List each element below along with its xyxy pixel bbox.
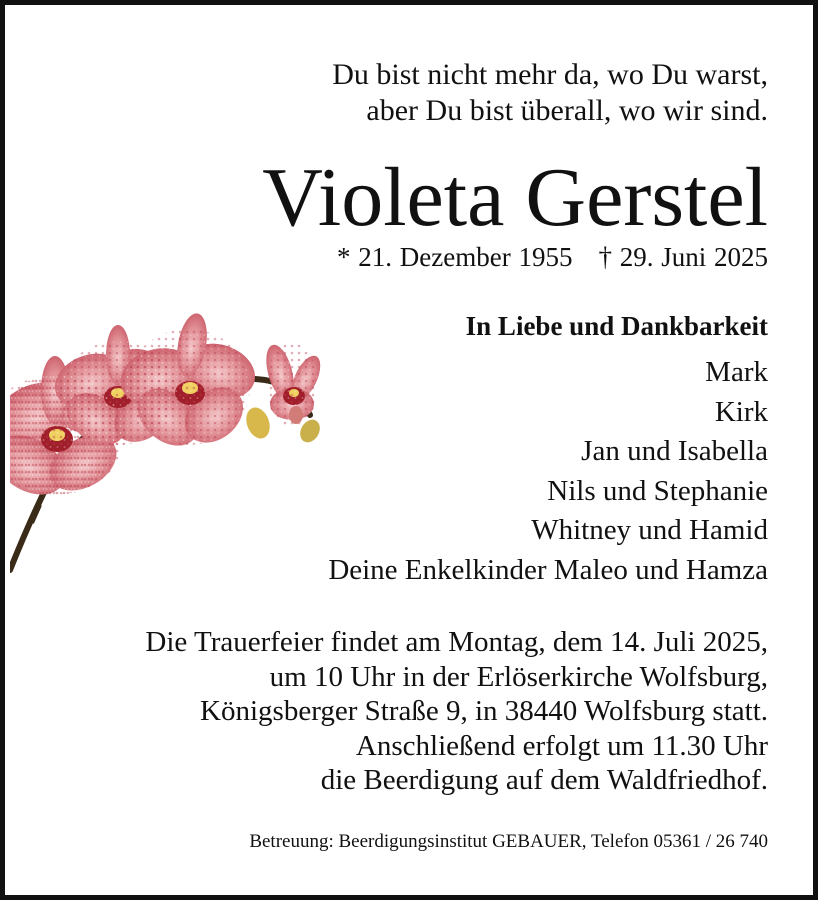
life-dates [337,240,768,274]
death-date: † 29. Juni 2025 [598,242,768,272]
funeral-home-contact: Betreuung: Beerdigungsinstitut GEBAUER, Telefon 05361 / 26 740 [249,831,768,852]
quote-line: aber Du bist überall, wo wir sind. [366,94,768,127]
service-line: die Beerdigung auf dem Waldfriedhof. [320,764,768,796]
orchid-branch-icon [10,295,330,580]
service-line: Die Trauerfeier findet am Montag, dem 14. Juli 2025, [145,626,768,658]
mourners-heading: In Liebe und Dankbarkeit [465,311,768,341]
mourner-name: Kirk [714,395,768,428]
service-line: um 10 Uhr in der Erlöserkirche Wolfsburg, [269,660,768,693]
deceased-name: Violeta Gerstel [262,151,768,244]
service-line: Anschließend erfolgt um 11.30 Uhr [355,729,768,762]
mourner-name: Deine Enkelkinder Maleo und Hamza [328,553,768,586]
mourner-name: Jan und Isabella [581,435,768,467]
birth-date: * 21. Dezember 1955 [337,242,573,272]
mourner-name: Whitney und Hamid [531,514,768,546]
mourner-name: Mark [705,356,768,388]
service-line: Königsberger Straße 9, in 38440 Wolfsburg statt. [200,695,768,727]
service-details [145,625,768,798]
mourners-list [328,353,768,590]
memorial-quote [332,57,768,129]
mourner-name: Nils und Stephanie [547,474,768,507]
quote-line: Du bist nicht mehr da, wo Du warst, [332,58,768,91]
